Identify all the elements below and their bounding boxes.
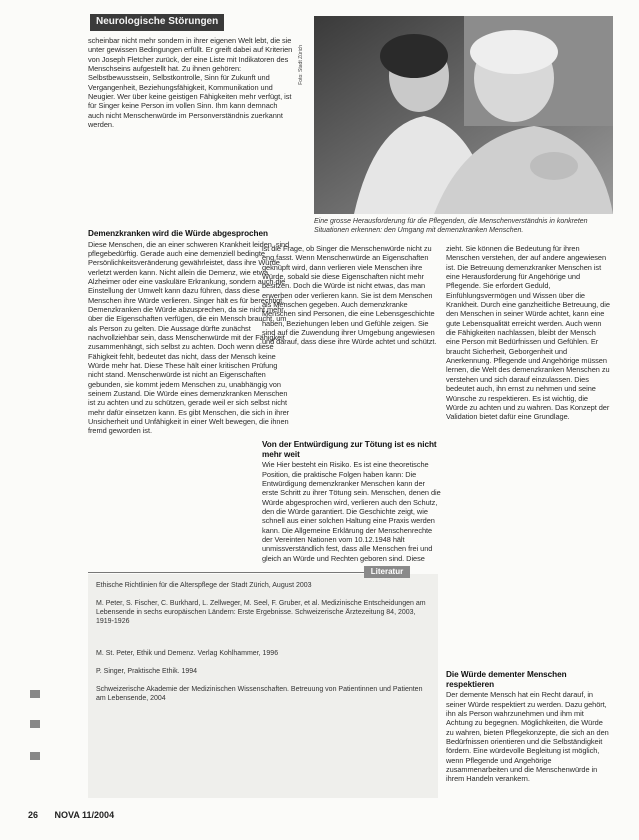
margin-mark (30, 752, 40, 760)
literature-item: Ethische Richtlinien für die Alterspflege der Stadt Zürich, August 2003 (96, 582, 312, 589)
literature-label: Literatur (364, 566, 410, 578)
section-tag: Neurologische Störungen (90, 14, 224, 31)
subheading: Die Würde dementer Menschen respektieren (446, 670, 567, 689)
paragraph: scheinbar nicht mehr sondern in ihrer eigenen Welt lebt, die sie unter gewissen Bedingungen erfüllt. Er greift dabei auf Kriterien von Joseph Fletcher zurück, der eine Liste mit Indikatoren des Menschseins aufgestellt hat. Zu ihnen gehören: Selbstbewusstsein, Selbstkontrolle, Sinn für Zukunft und Vergangenheit, Beziehungsfähigkeit, Kommunikation und Neugier. Wer über keine geistigen Fähigkeiten mehr verfügt, ist für Singer keine Person im vollen Sinn. Ihm kann demnach auch nicht Menschenwürde im Personverständnis zuerkannt werden. (88, 36, 293, 130)
margin-mark (30, 690, 40, 698)
page-footer (28, 810, 128, 820)
paragraph: ist die Frage, ob Singer die Menschenwürde nicht zu eng fasst. Wenn Menschenwürde an Eigenschaften geknüpft wird, dann verlieren viele Menschen ihre Würde, sobald sie diese Eigenschaften nicht mehr besitzen. Doch die Würde ist nicht etwas, das man erwerben oder verlieren kann. Sie ist dem Menschen als Menschen gegeben. Auch demenzkranke Menschen sind Personen, die eine Lebensgeschichte haben, Beziehungen leben und Gefühle zeigen. Sie sind auf die Zuwendung ihrer Umgebung angewiesen und darauf, dass diese ihre Würde achtet und schützt. (262, 244, 437, 347)
column-2-top (262, 244, 442, 434)
column-3 (446, 244, 611, 664)
margin-mark (30, 720, 40, 728)
paragraph: Diese Menschen, die an einer schweren Krankheit leiden, sind pflegebedürftig. Gerade auch eine demenziell bedingte Persönlichkeitsveränderung gewährleistet, dass ihre Würde verletzt werden kann. Nicht allein die Demenz, wie etwa Alzheimer oder eine vaskuläre Erkrankung, sondern auch die Einstellung der Umwelt kann dazu führen, dass diese Menschen ihre Würde verlieren. Singer hält es für berechtigt, Demenzkranken die Würde abzusprechen, da sie nicht mehr über die Eigenschaften verfügen, die ein Mensch braucht, um als Person zu gelten. Die Aussage dürfte zunächst nachvollziehbar sein, dass Menschenwürde mit der Fähigkeit zusammenhängt, sich selbst zu achten. Doch wenn diese Fähigkeit fehlt, bedeutet das nicht, dass der Mensch keine Würde mehr hat. Diese These hält einer kritischen Prüfung nicht stand. Menschenwürde ist nicht an Eigenschaften gebunden, sie kommt jedem Menschen zu, unabhängig von seinem Zustand. Die Würde eines demenzkranken Menschen ist zu achten und zu schützen, gerade weil er sich selbst nicht mehr dafür einsetzen kann. Es gibt Menschen, die sich in ihrer Unsicherheit und Unfähigkeit in einer Welt bewegen, die ihnen fremd geworden ist. (88, 239, 290, 436)
literature-item: Schweizerische Akademie der Medizinischen Wissenschaften. Betreuung von Patientinnen und Patienten am Lebensende, 2004 (96, 686, 423, 702)
literature-item: M. Peter, S. Fischer, C. Burkhard, L. Zellweger, M. Seel, F. Gruber, et al. Medizinische Entscheidungen am Lebensende in sechs europäischen Ländern: Erste Ergebnisse. Schweizerische Ärztezeitung 84, 2003, 1919-1926 (96, 600, 426, 625)
literature-item: M. St. Peter, Ethik und Demenz. Verlag Kohlhammer, 1996 (96, 650, 279, 657)
article-photo (314, 16, 613, 214)
paragraph: Wie Hier besteht ein Risiko. Es ist eine theoretische Position, die praktische Folgen haben kann: Die Entwürdigung demenzkranker Menschen kann der erste Schritt zu ihrer Tötung sein. Menschen, denen die Würde abgesprochen wird, verlieren auch den Schutz, den die Würde garantiert. Die Geschichte zeigt, wie schnell aus einer solchen Haltung eine Praxis werden kann. Die Allgemeine Erklärung der Menschenrechte der Vereinten Nationen vom 10.12.1948 hält unmissverständlich fest, dass alle Menschen frei und gleich an Würde und Rechten geboren sind. Diese (262, 460, 441, 563)
photo-illustration (314, 16, 613, 214)
photo-caption: Eine grosse Herausforderung für die Pflegenden, die Menschenverständnis in konkreten Situationen erkennen: den Umgang mit demenzkranken Menschen. (314, 218, 588, 234)
page-number: 26 (28, 810, 39, 820)
literature-item: P. Singer, Praktische Ethik. 1994 (96, 668, 198, 675)
literature-rule (88, 572, 393, 573)
magazine-name: NOVA 11/2004 (54, 810, 115, 820)
paragraph: zieht. Sie können die Bedeutung für ihren Menschen verstehen, der auf andere angewiesen ist. Die Betreuung demenzkranker Menschen ist eine Herausforderung für Angehörige und Pflegende. Sie erfordert Geduld, Einfühlungsvermögen und Wissen über die Krankheit. Durch eine ganzheitliche Betreuung, die den Menschen in seiner Würde achtet, kann eine gute Lebensqualität erreicht werden. Auch wenn die Fähigkeiten nachlassen, bleibt der Mensch eine Person mit Bedürfnissen und Gefühlen. Er braucht Sicherheit, Geborgenheit und Anerkennung. Pflegende und Angehörige müssen lernen, die Welt des demenzkranken Menschen zu verstehen und sich darauf einzulassen. Dies bedeutet auch, ihn ernst zu nehmen und seine Wünsche zu respektieren. Es ist wichtig, die Würde zu achten und zu wahren. Das Konzept der Validation bietet dafür eine Grundlage. (446, 244, 610, 422)
subheading: Von der Entwürdigung zur Tötung ist es nicht mehr weit (262, 440, 437, 459)
subheading: Demenzkranken wird die Würde abgesprochen (88, 229, 268, 238)
column-3-bottom (446, 666, 611, 806)
photo-credit: Foto: Stadt Zürich (298, 45, 304, 85)
column-2-bottom (262, 436, 442, 564)
column-1-top (88, 36, 294, 129)
paragraph: Der demente Mensch hat ein Recht darauf, in seiner Würde respektiert zu werden. Dazu gehört, ihn als Person wahrzunehmen und ihm mit Achtung zu begegnen. Möglichkeiten, die Würde zu wahren, bieten Pflegekonzepte, die sich an den Bedürfnissen orientieren und die Selbständigkeit fördern. Eine würdevolle Begleitung ist möglich, wenn Pflegende und Angehörige zusammenarbeiten und die Menschenwürde in ihrem Handeln verankern. (446, 690, 609, 784)
